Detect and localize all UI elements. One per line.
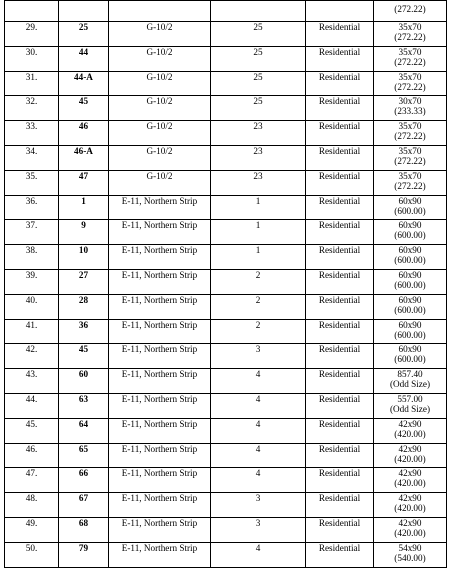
size-area: (600.00) <box>394 255 426 266</box>
cell-sector <box>109 1 211 22</box>
size-area: (420.00) <box>394 453 426 464</box>
size-area: (420.00) <box>394 503 426 514</box>
cell-size <box>374 22 447 47</box>
cell-street: 25 <box>211 71 306 96</box>
table-row <box>5 542 447 567</box>
cell-sno: 32. <box>5 96 59 121</box>
cell-plot-number: 36 <box>59 319 109 344</box>
cell-sector: E-11, Northern Strip <box>109 517 211 542</box>
cell-sno: 45. <box>5 418 59 443</box>
cell-sno: 46. <box>5 443 59 468</box>
cell-category: Residential <box>306 245 374 270</box>
cell-plot-number: 44 <box>59 46 109 71</box>
cell-category: Residential <box>306 443 374 468</box>
size-area: (420.00) <box>394 527 426 538</box>
cell-category: Residential <box>306 517 374 542</box>
size-dimensions: 557.00 <box>397 393 423 404</box>
cell-size <box>374 493 447 518</box>
cell-sno: 29. <box>5 22 59 47</box>
cell-sno: 49. <box>5 517 59 542</box>
cell-category: Residential <box>306 71 374 96</box>
plots-table-body <box>5 1 447 568</box>
table-row <box>5 319 447 344</box>
size-dimensions: 60x90 <box>398 344 422 355</box>
cell-sno: 33. <box>5 121 59 146</box>
table-row <box>5 418 447 443</box>
size-dimensions: 35x70 <box>398 71 422 82</box>
cell-category: Residential <box>306 319 374 344</box>
cell-plot-number: 65 <box>59 443 109 468</box>
cell-street: 4 <box>211 443 306 468</box>
size-area: (272.22) <box>394 155 426 166</box>
size-area: (600.00) <box>394 230 426 241</box>
cell-size <box>374 542 447 567</box>
size-dimensions: 60x90 <box>398 245 422 256</box>
cell-size <box>374 517 447 542</box>
cell-sector: E-11, Northern Strip <box>109 468 211 493</box>
cell-sector: G-10/2 <box>109 71 211 96</box>
size-area: (600.00) <box>394 205 426 216</box>
cell-plot-number: 45 <box>59 344 109 369</box>
cell-category: Residential <box>306 369 374 394</box>
cell-sno: 30. <box>5 46 59 71</box>
cell-street: 3 <box>211 344 306 369</box>
table-row <box>5 294 447 319</box>
table-row <box>5 220 447 245</box>
cell-sector: G-10/2 <box>109 145 211 170</box>
size-dimensions: 60x90 <box>398 269 422 280</box>
size-area: (272.22) <box>394 81 426 92</box>
cell-size <box>374 344 447 369</box>
cell-street: 1 <box>211 220 306 245</box>
size-area: (600.00) <box>394 279 426 290</box>
table-row <box>5 393 447 418</box>
cell-street: 3 <box>211 517 306 542</box>
cell-size <box>374 418 447 443</box>
cell-street: 4 <box>211 418 306 443</box>
cell-size <box>374 443 447 468</box>
size-dimensions: 60x90 <box>398 195 422 206</box>
cell-category: Residential <box>306 22 374 47</box>
cell-category <box>306 1 374 22</box>
cell-category: Residential <box>306 542 374 567</box>
size-dimensions: 60x90 <box>398 220 422 231</box>
cell-plot-number: 79 <box>59 542 109 567</box>
size-dimensions: 42x90 <box>398 418 422 429</box>
cell-street: 4 <box>211 369 306 394</box>
cell-sno: 41. <box>5 319 59 344</box>
size-area: (600.00) <box>394 329 426 340</box>
table-row <box>5 71 447 96</box>
cell-size <box>374 369 447 394</box>
cell-street: 2 <box>211 294 306 319</box>
cell-category: Residential <box>306 418 374 443</box>
cell-sector: E-11, Northern Strip <box>109 195 211 220</box>
cell-sno: 35. <box>5 170 59 195</box>
size-dimensions: 35x70 <box>398 170 422 181</box>
cell-sno: 42. <box>5 344 59 369</box>
cell-size <box>374 170 447 195</box>
size-area: (540.00) <box>394 552 426 563</box>
cell-size <box>374 145 447 170</box>
cell-street: 2 <box>211 269 306 294</box>
table-row <box>5 96 447 121</box>
size-dimensions: 42x90 <box>398 443 422 454</box>
cell-category: Residential <box>306 195 374 220</box>
cell-category: Residential <box>306 493 374 518</box>
cell-plot-number: 10 <box>59 245 109 270</box>
cell-sno: 43. <box>5 369 59 394</box>
cell-plot-number: 67 <box>59 493 109 518</box>
cell-plot-number: 64 <box>59 418 109 443</box>
size-dimensions: 35x70 <box>398 121 422 132</box>
size-dimensions: 30x70 <box>398 96 422 107</box>
cell-street: 25 <box>211 46 306 71</box>
size-area: (272.22) <box>394 180 426 191</box>
cell-category: Residential <box>306 96 374 121</box>
cell-plot-number: 68 <box>59 517 109 542</box>
cell-plot-number: 27 <box>59 269 109 294</box>
cell-category: Residential <box>306 468 374 493</box>
cell-plot-number: 60 <box>59 369 109 394</box>
cell-sector: E-11, Northern Strip <box>109 542 211 567</box>
table-row-continued <box>5 1 447 22</box>
cell-sector: E-11, Northern Strip <box>109 269 211 294</box>
cell-size <box>374 468 447 493</box>
cell-category: Residential <box>306 46 374 71</box>
cell-street: 4 <box>211 468 306 493</box>
cell-category: Residential <box>306 393 374 418</box>
table-row <box>5 170 447 195</box>
cell-sno: 38. <box>5 245 59 270</box>
cell-street: 23 <box>211 121 306 146</box>
cell-sector: E-11, Northern Strip <box>109 294 211 319</box>
cell-sno: 48. <box>5 493 59 518</box>
cell-size <box>374 96 447 121</box>
table-row <box>5 344 447 369</box>
cell-sector: G-10/2 <box>109 121 211 146</box>
cell-sector: E-11, Northern Strip <box>109 393 211 418</box>
cell-category: Residential <box>306 220 374 245</box>
cell-sno: 40. <box>5 294 59 319</box>
cell-sector: E-11, Northern Strip <box>109 344 211 369</box>
cell-sector: E-11, Northern Strip <box>109 245 211 270</box>
cell-plot-number: 45 <box>59 96 109 121</box>
table-row <box>5 245 447 270</box>
cell-plot-number: 1 <box>59 195 109 220</box>
cell-size <box>374 220 447 245</box>
cell-sector: G-10/2 <box>109 22 211 47</box>
cell-street: 4 <box>211 542 306 567</box>
size-area: (272.22) <box>394 4 426 14</box>
cell-sno: 34. <box>5 145 59 170</box>
cell-size <box>374 46 447 71</box>
cell-sno <box>5 1 59 22</box>
cell-plot-number: 25 <box>59 22 109 47</box>
cell-street: 1 <box>211 245 306 270</box>
cell-sector: E-11, Northern Strip <box>109 369 211 394</box>
table-row <box>5 46 447 71</box>
cell-sector: E-11, Northern Strip <box>109 443 211 468</box>
cell-category: Residential <box>306 294 374 319</box>
cell-sno: 36. <box>5 195 59 220</box>
cell-street: 23 <box>211 170 306 195</box>
cell-plot-number: 9 <box>59 220 109 245</box>
cell-size <box>374 1 447 22</box>
cell-category: Residential <box>306 145 374 170</box>
size-area: (272.22) <box>394 131 426 142</box>
size-area: (600.00) <box>394 354 426 365</box>
size-area: (Odd Size) <box>389 403 431 414</box>
size-dimensions: 54x90 <box>398 542 422 553</box>
table-row <box>5 517 447 542</box>
size-area: (420.00) <box>394 478 426 489</box>
cell-size <box>374 393 447 418</box>
size-area: (600.00) <box>394 304 426 315</box>
cell-sector: E-11, Northern Strip <box>109 418 211 443</box>
table-row <box>5 443 447 468</box>
cell-plot-number: 47 <box>59 170 109 195</box>
cell-plot-number: 46 <box>59 121 109 146</box>
table-row <box>5 369 447 394</box>
size-area: (233.33) <box>394 106 426 117</box>
cell-size <box>374 319 447 344</box>
cell-category: Residential <box>306 121 374 146</box>
cell-plot-number: 44-A <box>59 71 109 96</box>
cell-sno: 44. <box>5 393 59 418</box>
cell-category: Residential <box>306 344 374 369</box>
size-area: (420.00) <box>394 428 426 439</box>
cell-street: 25 <box>211 22 306 47</box>
cell-sno: 31. <box>5 71 59 96</box>
table-row <box>5 22 447 47</box>
size-dimensions: 35x70 <box>398 46 422 57</box>
size-area: (Odd Size) <box>389 379 431 390</box>
cell-street: 25 <box>211 96 306 121</box>
cell-sno: 37. <box>5 220 59 245</box>
cell-size <box>374 294 447 319</box>
size-dimensions: 35x70 <box>398 22 422 32</box>
cell-sector: G-10/2 <box>109 170 211 195</box>
size-dimensions: 35x70 <box>398 145 422 156</box>
plots-table <box>4 0 447 568</box>
cell-sno: 47. <box>5 468 59 493</box>
table-row <box>5 121 447 146</box>
cell-sector: G-10/2 <box>109 46 211 71</box>
cell-sector: G-10/2 <box>109 96 211 121</box>
cell-street: 2 <box>211 319 306 344</box>
cell-category: Residential <box>306 170 374 195</box>
table-row <box>5 468 447 493</box>
cell-plot-number: 46-A <box>59 145 109 170</box>
cell-size <box>374 121 447 146</box>
cell-category: Residential <box>306 269 374 294</box>
cell-size <box>374 71 447 96</box>
cell-plot-number: 66 <box>59 468 109 493</box>
size-dimensions: 42x90 <box>398 517 422 528</box>
table-row <box>5 493 447 518</box>
cell-size <box>374 269 447 294</box>
cell-sno: 50. <box>5 542 59 567</box>
table-row <box>5 195 447 220</box>
cell-street: 4 <box>211 393 306 418</box>
cell-street: 23 <box>211 145 306 170</box>
cell-sector: E-11, Northern Strip <box>109 493 211 518</box>
cell-size <box>374 195 447 220</box>
cell-street: 3 <box>211 493 306 518</box>
size-area: (272.22) <box>394 56 426 67</box>
cell-sector: E-11, Northern Strip <box>109 220 211 245</box>
cell-size <box>374 245 447 270</box>
table-row <box>5 269 447 294</box>
cell-sector: E-11, Northern Strip <box>109 319 211 344</box>
size-dimensions: 857.40 <box>397 369 423 380</box>
cell-plot <box>59 1 109 22</box>
cell-sno: 39. <box>5 269 59 294</box>
size-dimensions: 60x90 <box>398 294 422 305</box>
size-dimensions: 60x90 <box>398 319 422 330</box>
cell-plot-number: 28 <box>59 294 109 319</box>
size-dimensions: 42x90 <box>398 493 422 504</box>
cell-street: 1 <box>211 195 306 220</box>
size-area: (272.22) <box>394 32 426 42</box>
cell-plot-number: 63 <box>59 393 109 418</box>
table-row <box>5 145 447 170</box>
cell-street <box>211 1 306 22</box>
size-dimensions: 42x90 <box>398 468 422 479</box>
